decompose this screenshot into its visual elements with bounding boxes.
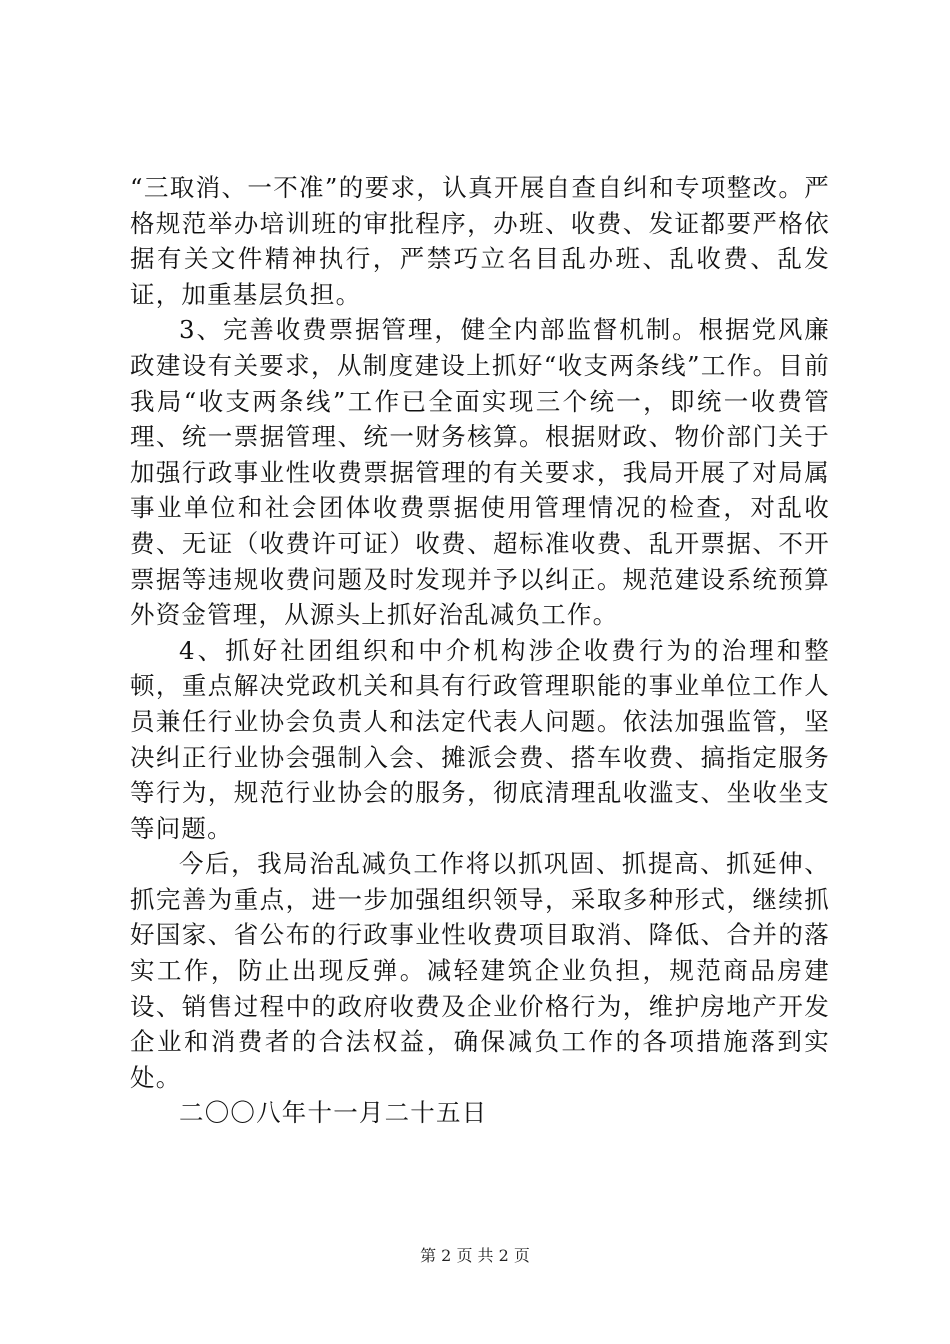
paragraph-continuation: “三取消、一不准”的要求，认真开展自查自纠和专项整改。严格规范举办培训班的审批程序，办班、收费、发证都要严格依据有关文件精神执行，严禁巧立名目乱办班、乱收费、乱发证，加重基层负担。 <box>130 173 830 309</box>
page-number-footer: 第 2 页 共 2 页 <box>420 1246 530 1265</box>
document-date: 二〇〇八年十一月二十五日 <box>179 1098 488 1128</box>
paragraph-conclusion: 今后，我局治乱减负工作将以抓巩固、抓提高、抓延伸、抓完善为重点，进一步加强组织领导，采取多种形式，继续抓好国家、省公布的行政事业性收费项目取消、降低、合并的落实工作，防止出现反弹。减轻建筑企业负担，规范商品房建设、销售过程中的政府收费及企业价格行为，维护房地产开发企业和消费者的合法权益，确保减负工作的各项措施落到实处。 <box>130 849 830 1092</box>
paragraph-item-3: 3、完善收费票据管理，健全内部监督机制。根据党风廉政建设有关要求，从制度建设上抓好“收支两条线”工作。目前我局“收支两条线”工作已全面实现三个统一，即统一收费管理、统一票据管理、统一财务核算。根据财政、物价部门关于加强行政事业性收费票据管理的有关要求，我局开展了对局属事业单位和社会团体收费票据使用管理情况的检查，对乱收费、无证（收费许可证）收费、超标准收费、乱开票据、不开票据等违规收费问题及时发现并予以纠正。规范建设系统预算外资金管理，从源头上抓好治乱减负工作。 <box>130 315 830 630</box>
document-body <box>130 170 830 1131</box>
paragraph-item-4: 4、抓好社团组织和中介机构涉企收费行为的治理和整顿，重点解决党政机关和具有行政管理职能的事业单位工作人员兼任行业协会负责人和法定代表人问题。依法加强监管，坚决纠正行业协会强制入会、摊派会费、搭车收费、搞指定服务等行为，规范行业协会的服务，彻底清理乱收滥支、坐收坐支等问题。 <box>130 635 830 843</box>
